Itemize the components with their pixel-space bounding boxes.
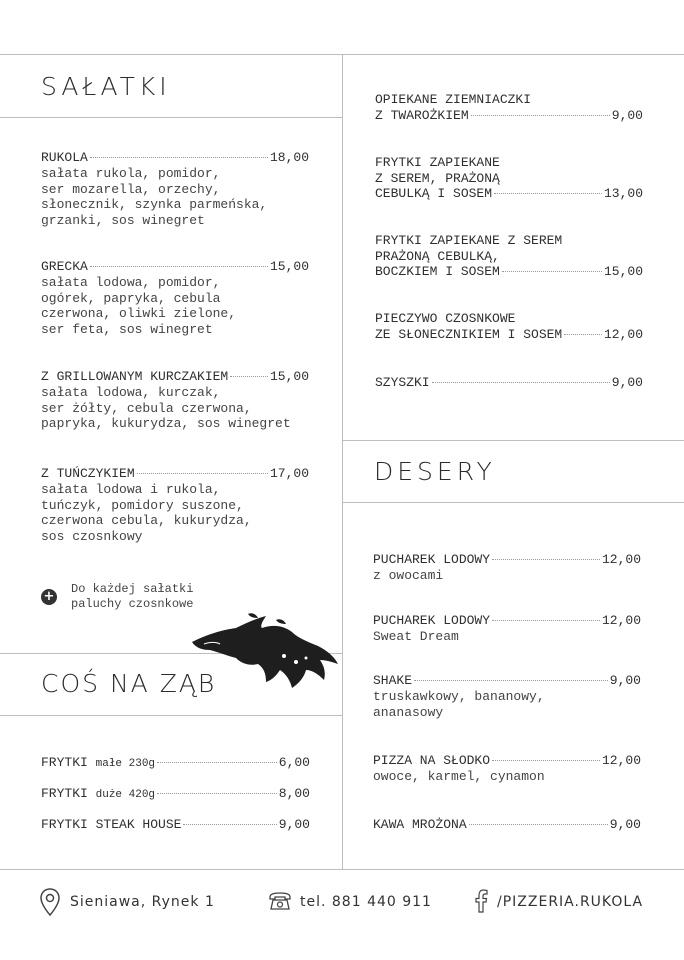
item-desc: grzanki, sos winegret (41, 212, 205, 228)
leader-dots (564, 334, 602, 335)
salatki-underline (0, 117, 342, 118)
item-desc: ser mozarella, orzechy, (41, 181, 221, 197)
leader-dots (157, 762, 277, 763)
leader-dots (492, 559, 600, 560)
leader-dots (137, 473, 268, 474)
leader-dots (432, 382, 610, 383)
item-desc: ogórek, papryka, cebula (41, 290, 221, 306)
item-name: KAWA MROŻONA (373, 817, 467, 832)
item-desc: truskawkowy, bananowy, (373, 689, 545, 704)
item-name: FRYTKI STEAK HOUSE (41, 817, 182, 832)
snack-item (41, 786, 310, 803)
item-desc: tuńczyk, pomidory suszone, (41, 497, 244, 513)
item-desc: owoce, karmel, cynamon (373, 769, 545, 784)
note-line: Do każdej sałatki (71, 582, 194, 596)
item-price: 15,00 (269, 259, 309, 274)
leader-dots (471, 115, 610, 116)
dessert-item (373, 753, 641, 785)
item-price: 9,00 (278, 817, 310, 832)
leader-dots (494, 193, 602, 194)
leader-dots (157, 793, 277, 794)
item-name-line: BOCZKIEM I SOSEM (375, 264, 500, 279)
item-size: małe 230g (95, 758, 156, 770)
item-desc: sałata lodowa, kurczak, (41, 385, 221, 400)
desery-title: DESERY (374, 457, 496, 486)
item-price: 9,00 (611, 107, 643, 123)
dessert-item (373, 552, 641, 584)
item-price: 15,00 (269, 369, 309, 384)
phone-icon (268, 891, 292, 911)
salatki-title: SAŁATKI (41, 72, 171, 101)
item-name-line: SZYSZKI (375, 375, 430, 390)
item-name: RUKOLA (41, 150, 88, 165)
salad-item-rukola (41, 150, 309, 228)
item-price: 6,00 (278, 755, 310, 770)
footer-border (0, 869, 684, 870)
item-size: duże 420g (95, 789, 156, 801)
item-price: 12,00 (603, 326, 643, 342)
note-line: paluchy czosnkowe (71, 597, 194, 611)
salad-item-tunczyk (41, 466, 309, 544)
leader-dots (492, 620, 600, 621)
item-price: 13,00 (603, 186, 643, 201)
item-price: 9,00 (609, 817, 641, 832)
item-name: PIZZA NA SŁODKO (373, 753, 491, 768)
item-name: Z GRILLOWANYM KURCZAKIEM (41, 369, 229, 384)
item-desc: czerwona, oliwki zielone, (41, 306, 237, 321)
facebook-icon (474, 889, 488, 913)
item-desc: sałata rukola, pomidor, (41, 166, 221, 181)
plus-icon: + (41, 589, 57, 605)
leader-dots (90, 266, 268, 267)
desery-underline (342, 502, 684, 503)
salad-item-grecka (41, 259, 309, 337)
item-desc: sos czosnkowy (41, 528, 143, 544)
item-name: Z TUŃCZYKIEM (41, 466, 135, 481)
leader-dots (414, 680, 608, 681)
leader-dots (90, 157, 268, 158)
item-price: 9,00 (611, 375, 643, 390)
item-name: FRYTKI (41, 755, 88, 770)
item-name: SHAKE (373, 673, 413, 688)
item-name-line: Z SEREM, PRAŻONĄ (375, 170, 500, 186)
item-price: 12,00 (601, 552, 641, 567)
item-name: PUCHAREK LODOWY (373, 613, 491, 628)
item-price: 18,00 (269, 150, 309, 165)
item-name-line: PIECZYWO CZOSNKOWE (375, 311, 516, 326)
leader-dots (469, 824, 608, 825)
item-name-line: OPIEKANE ZIEMNIACZKI (375, 92, 532, 107)
side-item (375, 375, 643, 391)
column-divider (342, 54, 343, 869)
leader-dots (183, 824, 276, 825)
location-pin-icon (40, 888, 60, 916)
item-name-line: FRYTKI ZAPIEKANE (375, 155, 500, 170)
item-name-line: CEBULKĄ I SOSEM (375, 186, 493, 201)
item-name: GRECKA (41, 259, 88, 274)
item-desc: z owocami (373, 568, 444, 583)
item-desc: słonecznik, szynka parmeńska, (41, 197, 268, 212)
item-desc: sałata lodowa i rukola, (41, 482, 221, 497)
leader-dots (502, 271, 602, 272)
item-price: 12,00 (601, 753, 641, 768)
dessert-item (373, 817, 641, 833)
item-desc: Sweat Dream (373, 629, 459, 644)
salad-item-kurczak (41, 369, 309, 432)
desery-topline (342, 440, 684, 441)
footer-social[interactable]: /PIZZERIA.RUKOLA (497, 894, 644, 910)
leader-dots (230, 376, 268, 377)
item-desc: papryka, kukurydza, sos winegret (41, 416, 291, 431)
item-desc: sałata lodowa, pomidor, (41, 275, 221, 290)
snack-item (41, 817, 310, 833)
cos-na-zab-title: COŚ NA ZĄB (41, 669, 217, 698)
leader-dots (492, 760, 600, 761)
item-price: 15,00 (603, 264, 643, 279)
item-desc: ser feta, sos winegret (41, 321, 213, 337)
side-item (375, 155, 643, 202)
item-name-line: ZE SŁONECZNIKIEM I SOSEM (375, 326, 563, 342)
item-price: 9,00 (609, 673, 641, 688)
item-price: 8,00 (278, 786, 310, 801)
salad-note (71, 582, 193, 612)
item-price: 12,00 (601, 613, 641, 628)
item-name: FRYTKI (41, 786, 88, 801)
side-item (375, 233, 643, 280)
side-item (375, 92, 643, 124)
item-desc: ser żółty, cebula czerwona, (41, 400, 252, 416)
item-desc: czerwona cebula, kukurydza, (41, 513, 252, 528)
item-name-line: PRAŻONĄ CEBULKĄ, (375, 248, 500, 264)
footer-phone: tel. 881 440 911 (300, 894, 432, 910)
side-item (375, 311, 643, 343)
item-name-line: FRYTKI ZAPIEKANE Z SEREM (375, 233, 563, 248)
cos-na-zab-underline (0, 715, 342, 716)
dessert-item (373, 613, 641, 645)
footer-address: Sieniawa, Rynek 1 (70, 894, 215, 910)
item-name-line: Z TWAROŻKIEM (375, 107, 469, 123)
item-price: 17,00 (269, 466, 309, 481)
item-desc: ananasowy (373, 704, 444, 720)
snack-item (41, 755, 310, 772)
dessert-item (373, 673, 641, 720)
item-name: PUCHAREK LODOWY (373, 552, 491, 567)
